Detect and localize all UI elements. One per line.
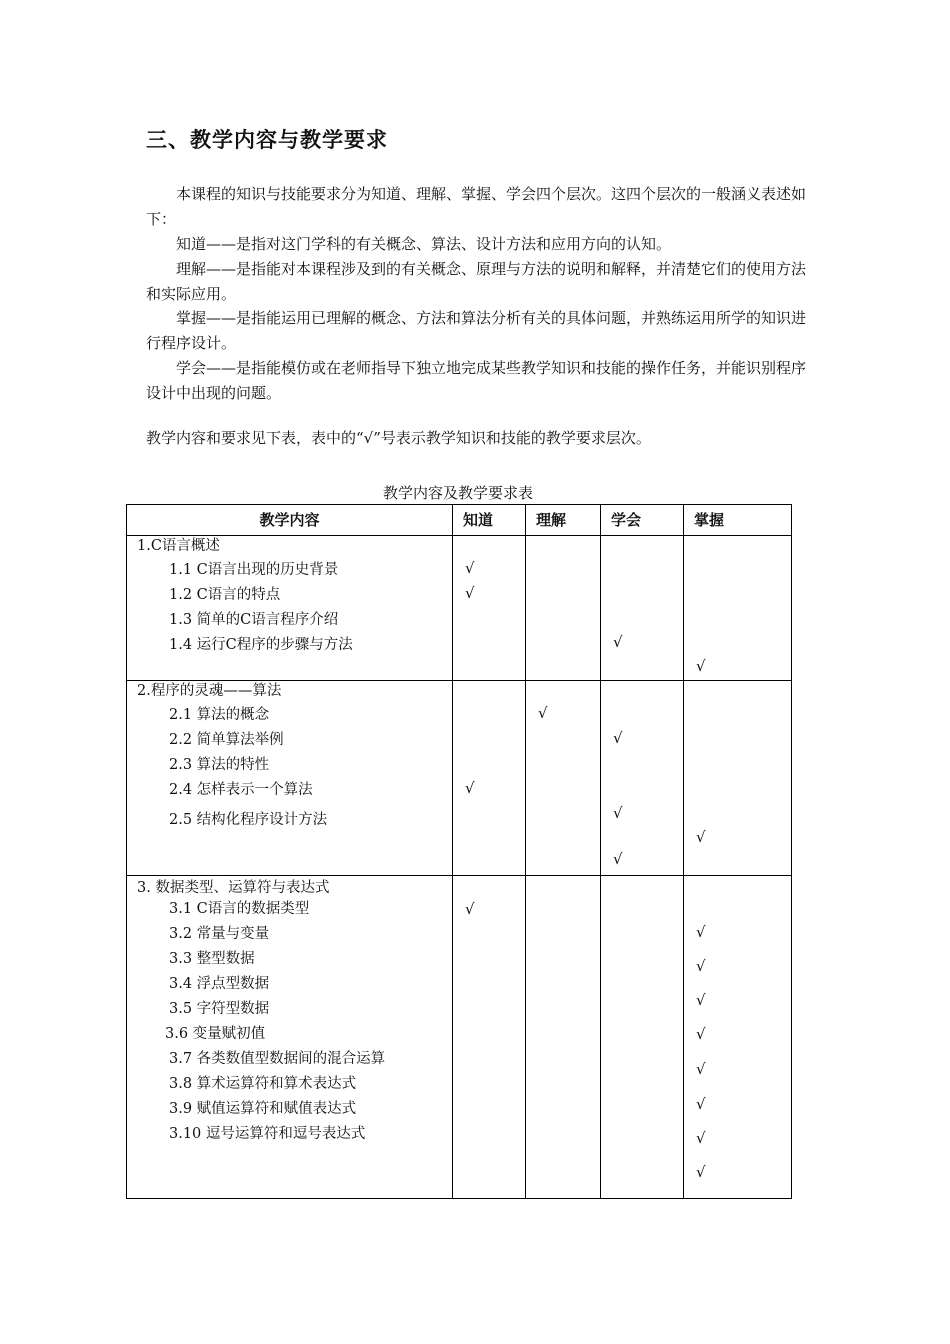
- list-item: 2.4 怎样表示一个算法: [169, 782, 313, 798]
- section-1-content: [127, 536, 453, 680]
- intro-paragraph: [146, 182, 806, 232]
- section-3-understand: [526, 876, 601, 1198]
- section-1-learn: [601, 536, 684, 680]
- section-1-know: [453, 536, 526, 680]
- section-2-understand: [526, 681, 601, 875]
- list-item: 1.2 C语言的特点: [169, 587, 281, 603]
- section-title: 3. 数据类型、运算符与表达式: [137, 880, 330, 896]
- list-item: 3.6 变量赋初值: [165, 1026, 266, 1042]
- section-2-content: [127, 681, 453, 875]
- check-mark: √: [696, 957, 706, 975]
- check-mark: √: [538, 704, 548, 722]
- understand-text: 理解——是指能对本课程涉及到的有关概念、原理与方法的说明和解释，并清楚它们的使用方法和实际应用。: [146, 260, 807, 303]
- table-caption: 教学内容及教学要求表: [382, 484, 533, 502]
- list-item: 3.7 各类数值型数据间的混合运算: [169, 1051, 386, 1067]
- section-3-master: [684, 876, 791, 1198]
- section-1-master: [684, 536, 791, 680]
- header-master: 掌握: [694, 511, 725, 529]
- intro-text: 本课程的知识与技能要求分为知道、理解、掌握、学会四个层次。这四个层次的一般涵义表述如下：: [146, 185, 807, 228]
- list-item: 1.3 简单的C语言程序介绍: [169, 612, 339, 628]
- check-mark: √: [696, 1025, 706, 1043]
- header-know: 知道: [453, 505, 526, 535]
- list-item: 3.8 算术运算符和算术表达式: [169, 1076, 357, 1092]
- check-mark: √: [696, 1129, 706, 1147]
- table-note-paragraph: [146, 426, 806, 451]
- section-2-master: [684, 681, 791, 875]
- check-mark: √: [696, 1163, 706, 1181]
- page-heading: 三、教学内容与教学要求: [146, 128, 388, 152]
- header-content: 教学内容: [127, 505, 453, 535]
- list-item: 1.4 运行C程序的步骤与方法: [169, 637, 353, 653]
- list-item: 3.4 浮点型数据: [169, 976, 270, 992]
- list-item: 2.1 算法的概念: [169, 707, 270, 723]
- master-text: 掌握——是指能运用已理解的概念、方法和算法分析有关的具体问题，并熟练运用所学的知识进行程序设计。: [146, 309, 807, 352]
- list-item: 3.2 常量与变量: [169, 926, 270, 942]
- check-mark: √: [465, 559, 475, 577]
- header-learn: 学会: [601, 505, 684, 535]
- list-item: 3.1 C语言的数据类型: [169, 901, 310, 917]
- learn-text: 学会——是指能模仿或在老师指导下独立地完成某些教学知识和技能的操作任务，并能识别程序设计中出现的问题。: [146, 359, 807, 402]
- section-3-learn: [601, 876, 684, 1198]
- learn-paragraph: [146, 356, 806, 406]
- check-mark: √: [613, 633, 623, 651]
- know-text: 知道——是指对这门学科的有关概念、算法、设计方法和应用方向的认知。: [176, 235, 672, 253]
- table-header-row: [127, 505, 791, 536]
- list-item: 2.5 结构化程序设计方法: [169, 812, 328, 828]
- list-item: 3.5 字符型数据: [169, 1001, 270, 1017]
- check-mark: √: [696, 1060, 706, 1078]
- table-section-3: [127, 876, 791, 1198]
- section-2-know: [453, 681, 526, 875]
- list-item: 1.1 C语言出现的历史背景: [169, 562, 339, 578]
- list-item: 3.3 整型数据: [169, 951, 255, 967]
- list-item: 2.2 简单算法举例: [169, 732, 284, 748]
- check-mark: √: [613, 729, 623, 747]
- section-2-learn: [601, 681, 684, 875]
- requirements-table: [126, 504, 792, 1199]
- section-title: 1.C语言概述: [137, 538, 220, 554]
- table-note-text: 教学内容和要求见下表，表中的“√”号表示教学知识和技能的教学要求层次。: [146, 429, 651, 447]
- section-title: 2.程序的灵魂——算法: [137, 683, 282, 699]
- check-mark: √: [465, 779, 475, 797]
- check-mark: √: [696, 923, 706, 941]
- know-paragraph: [146, 232, 806, 257]
- check-mark: √: [613, 804, 623, 822]
- check-mark: √: [465, 900, 475, 918]
- check-mark: √: [696, 828, 706, 846]
- list-item: 2.3 算法的特性: [169, 757, 270, 773]
- check-mark: √: [696, 657, 706, 675]
- master-paragraph: [146, 306, 806, 356]
- check-mark: √: [465, 584, 475, 602]
- header-understand: 理解: [526, 505, 601, 535]
- check-mark: √: [696, 991, 706, 1009]
- table-section-1: [127, 536, 791, 681]
- understand-paragraph: [146, 257, 806, 307]
- list-item: 3.9 赋值运算符和赋值表达式: [169, 1101, 357, 1117]
- table-section-2: [127, 681, 791, 876]
- section-1-understand: [526, 536, 601, 680]
- list-item: 3.10 逗号运算符和逗号表达式: [169, 1126, 366, 1142]
- section-3-content: [127, 876, 453, 1198]
- check-mark: √: [696, 1095, 706, 1113]
- check-mark: √: [613, 850, 623, 868]
- section-3-know: [453, 876, 526, 1198]
